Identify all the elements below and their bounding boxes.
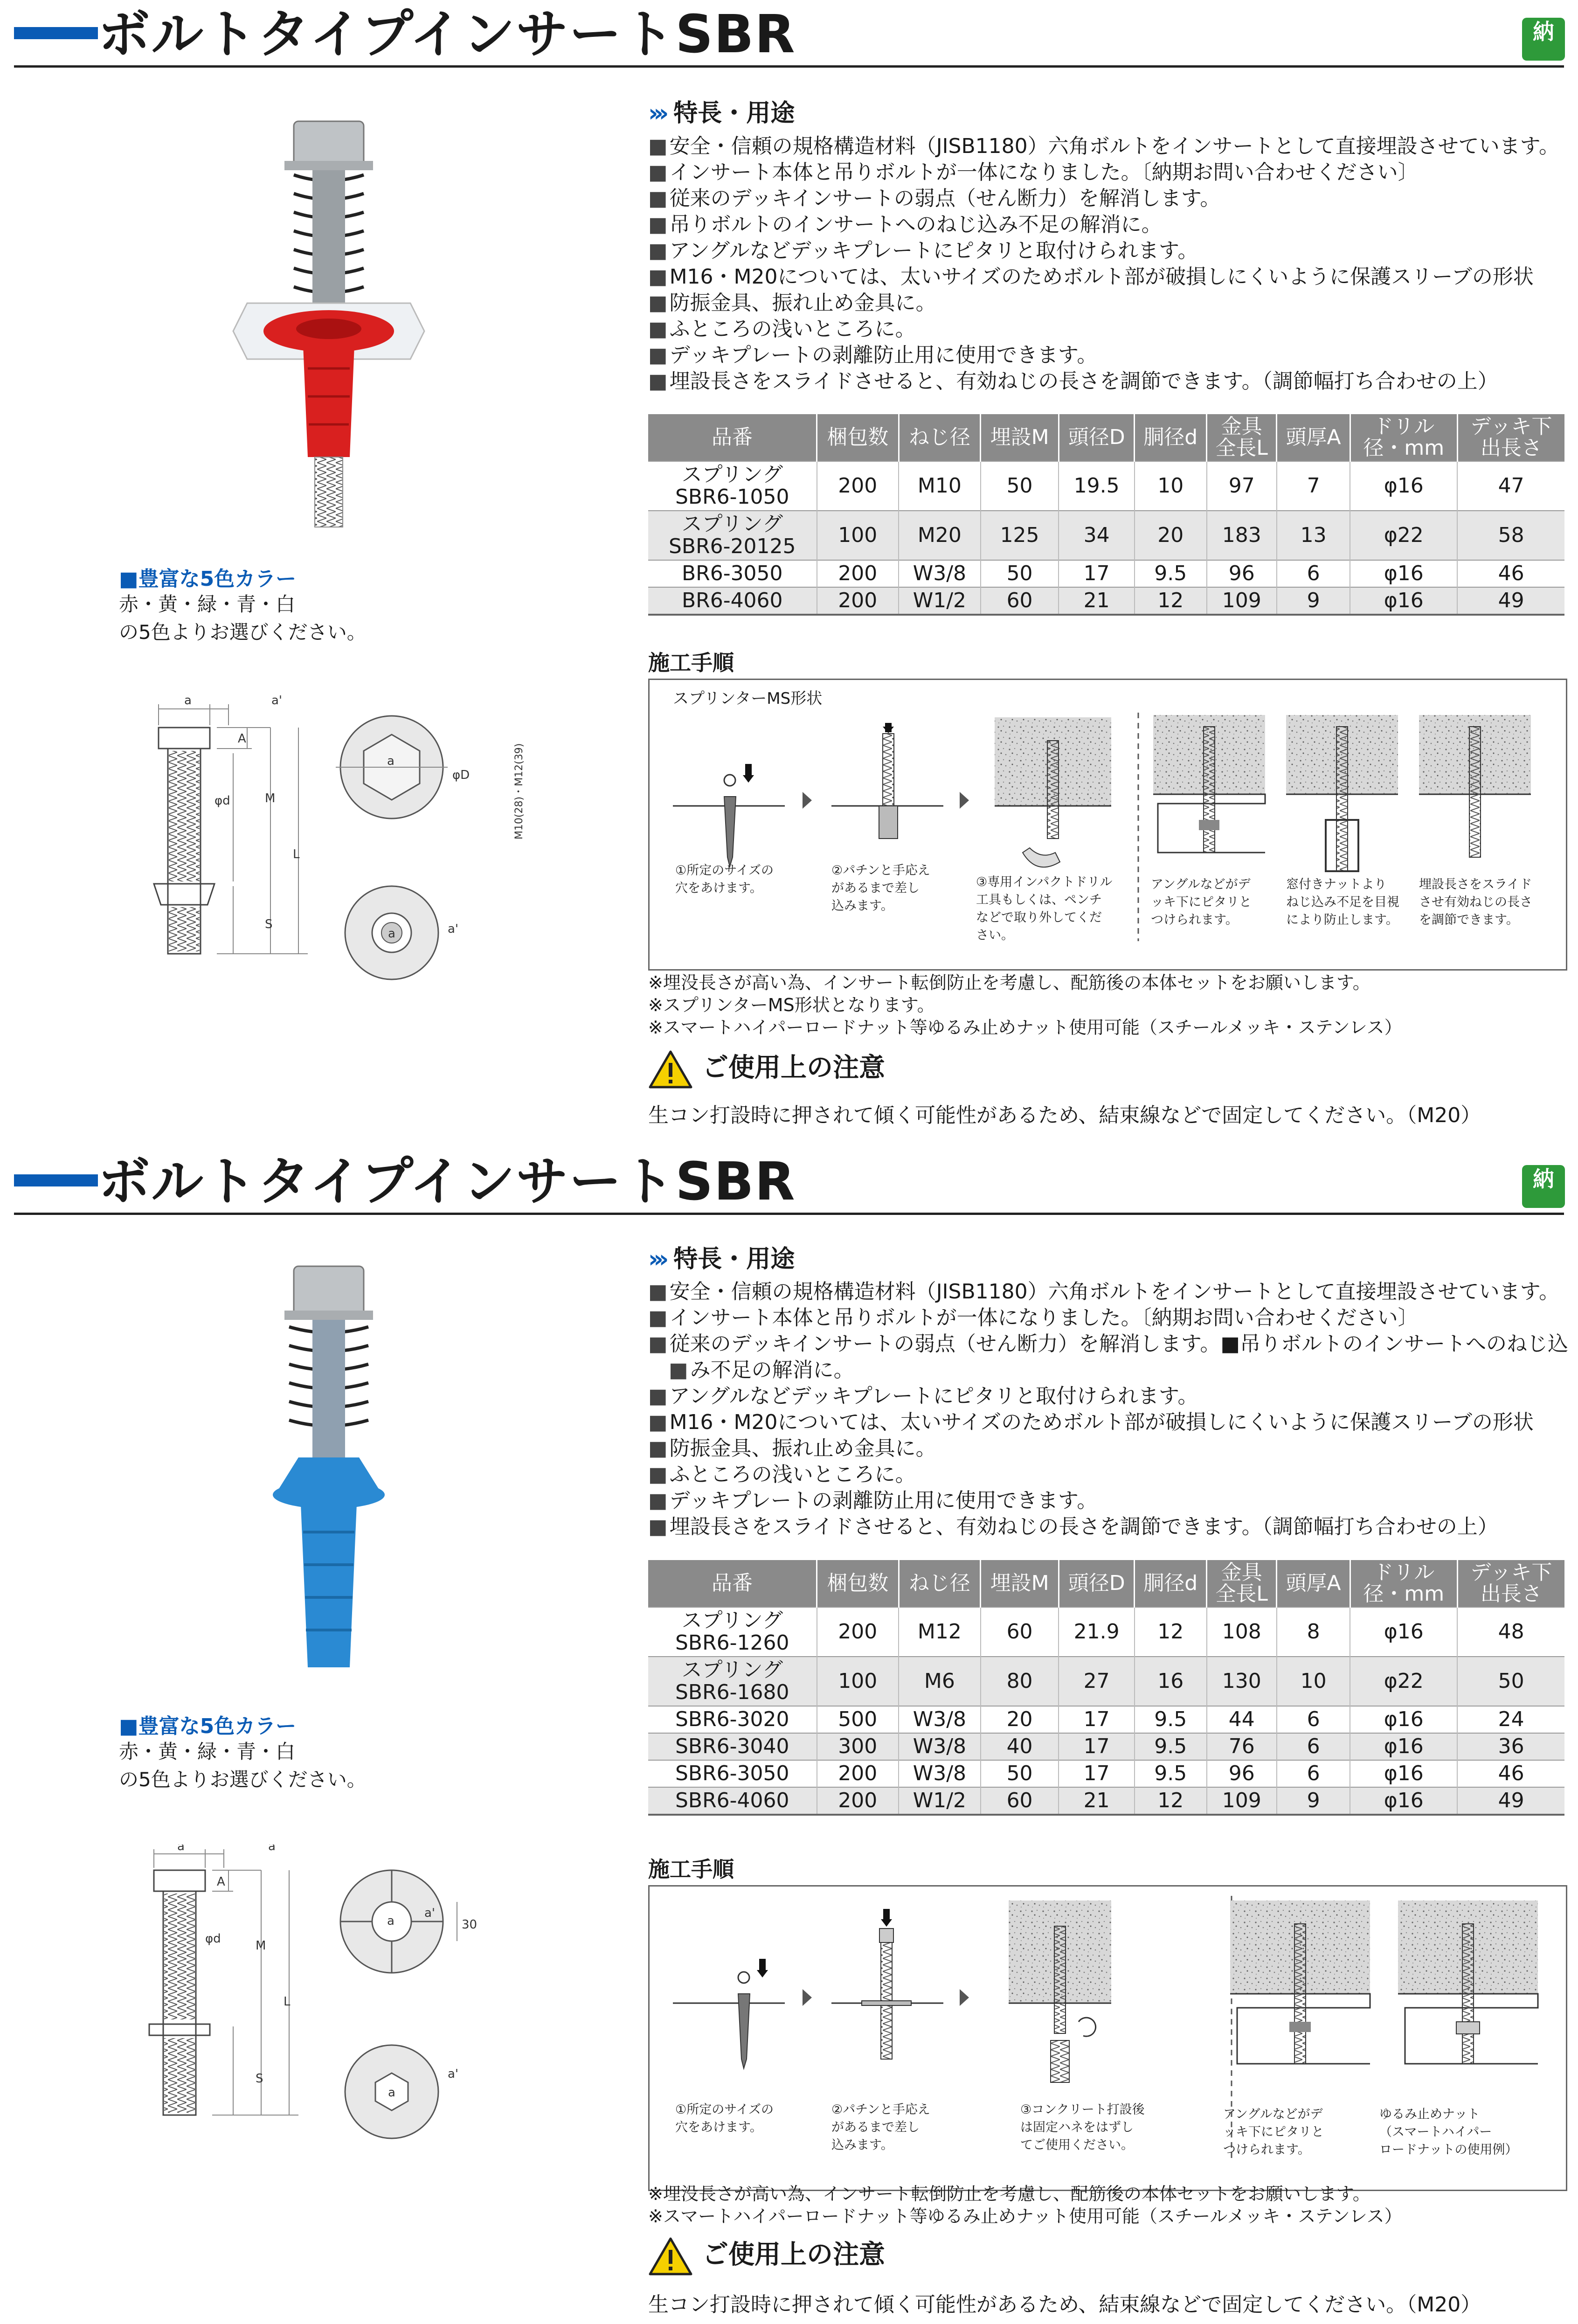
dim-label: a: [388, 927, 395, 941]
table-cell: φ16: [1350, 1760, 1457, 1787]
step4-illustration: [1230, 1901, 1370, 2064]
table-cell: 47: [1457, 461, 1564, 511]
table-cell: スプリング SBR6-1260: [648, 1607, 817, 1657]
dim-label: L: [293, 847, 300, 861]
table-header: ねじ径: [899, 1560, 981, 1607]
table-cell: W3/8: [899, 1706, 981, 1733]
warning-icon: [648, 2237, 693, 2276]
table-header: 頭径D: [1059, 1560, 1134, 1607]
feature-item: ■ 防振金具、振れ止め金具に。: [648, 290, 1562, 316]
note-line: ※スプリンターMS形状となります。: [648, 995, 935, 1015]
color-options-line: 赤・黄・緑・青・白: [119, 1740, 296, 1763]
feature-item: ■ インサート本体と吊りボルトが一体になりました。〔納期お問い合わせください〕: [648, 1305, 1562, 1331]
procedure-label: スプリンターMS形状: [673, 689, 823, 708]
table-cell: 96: [1207, 1760, 1277, 1787]
table-cell: 10: [1135, 461, 1207, 511]
warning-icon: [648, 1050, 693, 1089]
title-accent-bar: [14, 27, 98, 39]
table-cell: 50: [981, 1760, 1059, 1787]
table-header: 梱包数: [817, 1560, 899, 1607]
table-cell: 27: [1059, 1657, 1134, 1706]
caution-text: 生コン打設時に押されて傾く可能性があるため、結束線などで固定してください。（M20）: [648, 1103, 1481, 1127]
table-cell: 9.5: [1135, 1706, 1207, 1733]
table-cell: 6: [1277, 1706, 1350, 1733]
table-cell: 9: [1277, 587, 1350, 615]
table-cell: 50: [981, 560, 1059, 587]
dim-label: a': [268, 1845, 279, 1853]
table-cell: 108: [1207, 1607, 1277, 1657]
table-cell: 7: [1277, 461, 1350, 511]
table-cell: W3/8: [899, 560, 981, 587]
table-cell: 19.5: [1059, 461, 1134, 511]
table-cell: 130: [1207, 1657, 1277, 1706]
spec-table: [648, 1560, 1564, 1816]
table-cell: 125: [981, 511, 1059, 560]
features-list: [648, 133, 1562, 395]
dim-label-side: M10(28)・M12(39): [513, 743, 525, 839]
feature-item: ■ デッキプレートの剥離防止用に使用できます。: [648, 1488, 1562, 1514]
dim-label: φD: [452, 768, 470, 782]
step-caption: ③コンクリート打設後 は固定ハネをはずし てご使用ください。: [1020, 2102, 1145, 2152]
dim-label: S: [265, 917, 273, 931]
dim-label: a: [387, 754, 394, 768]
table-cell: φ16: [1350, 461, 1457, 511]
table-cell: W3/8: [899, 1760, 981, 1787]
table-header: デッキ下 出長さ: [1457, 1560, 1564, 1607]
table-cell: 12: [1135, 587, 1207, 615]
dim-label: a: [184, 694, 192, 708]
table-header: デッキ下 出長さ: [1457, 414, 1564, 461]
step-caption: ①所定のサイズの 穴をあけます。: [675, 2102, 774, 2135]
title-rule: [14, 65, 1564, 68]
dim-label: φd: [215, 794, 230, 808]
color-options-text: [119, 590, 367, 646]
table-cell: SBR6-3050: [648, 1760, 817, 1787]
table-cell: 10: [1277, 1657, 1350, 1706]
color-options-line: の5色よりお選びください。: [119, 621, 367, 644]
table-cell: 17: [1059, 1760, 1134, 1787]
table-cell: 109: [1207, 1787, 1277, 1815]
color-options-line: の5色よりお選びください。: [119, 1768, 367, 1791]
feature-item: ■ ふところの浅いところに。: [648, 1462, 1562, 1488]
dim-label: a': [448, 2067, 459, 2081]
table-header: 品番: [648, 414, 817, 461]
step-caption: アングルなどがデ ッキ下にピタリと つけられます。: [1151, 877, 1252, 927]
feature-item: ■ 安全・信頼の規格構造材料（JISB1180）六角ボルトをインサートとして直接埋設させています。: [648, 1279, 1562, 1305]
table-cell: 109: [1207, 587, 1277, 615]
table-header: 頭厚A: [1277, 414, 1350, 461]
table-row: [648, 1733, 1564, 1760]
step-caption: アングルなどがデ ッキ下にピタリと つけられます。: [1223, 2107, 1324, 2157]
feature-item: ■ アングルなどデッキプレートにピタリと取付けられます。: [648, 1383, 1562, 1409]
table-cell: 8: [1277, 1607, 1350, 1657]
step5-illustration: [1286, 715, 1398, 871]
table-cell: スプリング SBR6-1050: [648, 461, 817, 511]
dim-label: a': [448, 922, 459, 936]
table-cell: 34: [1059, 511, 1134, 560]
table-cell: 44: [1207, 1706, 1277, 1733]
table-cell: φ16: [1350, 1733, 1457, 1760]
table-cell: 97: [1207, 461, 1277, 511]
table-header: 金具 全長L: [1207, 1560, 1277, 1607]
chevron-icon: ›››: [648, 99, 664, 127]
table-cell: 58: [1457, 511, 1564, 560]
table-cell: φ16: [1350, 587, 1457, 615]
table-cell: 12: [1135, 1607, 1207, 1657]
table-row: [648, 1657, 1564, 1706]
color-options-line: 赤・黄・緑・青・白: [119, 593, 296, 616]
table-row: [648, 1787, 1564, 1815]
table-header: ドリル 径・mm: [1350, 414, 1457, 461]
features-list: [648, 1279, 1568, 1540]
dim-label: a: [388, 2086, 395, 2100]
table-cell: φ22: [1350, 511, 1457, 560]
feature-item: ■ M16・M20については、太いサイズのためボルト部が破損しにくいように保護スリーブの形状: [648, 264, 1562, 290]
table-header: 頭径D: [1059, 414, 1134, 461]
table-cell: 100: [817, 511, 899, 560]
table-cell: 200: [817, 1787, 899, 1815]
feature-item: ■ 埋設長さをスライドさせると、有効ねじの長さを調節できます。（調節幅打ち合わせの上）: [648, 368, 1562, 395]
table-cell: W3/8: [899, 1733, 981, 1760]
table-row: [648, 1706, 1564, 1733]
step5-illustration: [1398, 1901, 1538, 2064]
features-heading: ››› 特長・用途: [648, 99, 795, 127]
table-row: [648, 560, 1564, 587]
table-cell: 6: [1277, 1733, 1350, 1760]
procedure-box: [648, 1885, 1567, 2191]
table-header: 品番: [648, 1560, 817, 1607]
table-cell: M10: [899, 461, 981, 511]
step1-illustration: [673, 1959, 785, 2068]
table-header: ねじ径: [899, 414, 981, 461]
features-heading: ››› 特長・用途: [648, 1245, 795, 1273]
table-cell: φ16: [1350, 1706, 1457, 1733]
table-cell: 50: [981, 461, 1059, 511]
table-cell: M20: [899, 511, 981, 560]
table-row: [648, 461, 1564, 511]
table-cell: 49: [1457, 1787, 1564, 1815]
table-cell: 200: [817, 461, 899, 511]
page-title: ボルトタイプインサートSBR: [98, 1152, 796, 1212]
step3-illustration: [995, 717, 1111, 867]
table-cell: φ22: [1350, 1657, 1457, 1706]
table-cell: W1/2: [899, 587, 981, 615]
delivery-badge-icon: 納: [1522, 1165, 1565, 1208]
dim-label: M: [256, 1939, 266, 1953]
table-cell: 80: [981, 1657, 1059, 1706]
table-cell: 46: [1457, 1760, 1564, 1787]
table-cell: 9: [1277, 1787, 1350, 1815]
note-line: ※スマートハイパーロードナット等ゆるみ止めナット使用可能（スチールメッキ・ステンレス）: [648, 1017, 1402, 1038]
step-caption: ゆるみ止めナット （スマートハイパー ロードナットの使用例）: [1379, 2107, 1518, 2157]
table-cell: 300: [817, 1733, 899, 1760]
color-options-heading: ■豊富な5色カラー: [119, 1714, 297, 1738]
step4-illustration: [1153, 715, 1265, 853]
feature-item: ■ アングルなどデッキプレートにピタリと取付けられます。: [648, 238, 1562, 264]
table-cell: BR6-4060: [648, 587, 817, 615]
table-row: [648, 587, 1564, 615]
table-cell: スプリング SBR6-20125: [648, 511, 817, 560]
spec-table: [648, 414, 1564, 616]
table-cell: 40: [981, 1733, 1059, 1760]
table-header: 埋設M: [981, 1560, 1059, 1607]
table-header: ドリル 径・mm: [1350, 1560, 1457, 1607]
feature-item: ■ インサート本体と吊りボルトが一体になりました。〔納期お問い合わせください〕: [648, 160, 1562, 186]
table-cell: 50: [1457, 1657, 1564, 1706]
table-cell: φ16: [1350, 1787, 1457, 1815]
table-header: 胴径d: [1135, 414, 1207, 461]
color-options-text: [119, 1738, 367, 1794]
step-caption: 埋設長さをスライド させ有効ねじの長さ を調節できます。: [1419, 877, 1532, 927]
table-cell: 60: [981, 1607, 1059, 1657]
title-rule: [14, 1213, 1564, 1215]
table-cell: 9.5: [1135, 1733, 1207, 1760]
dim-label: A: [217, 1875, 225, 1889]
table-cell: φ16: [1350, 1607, 1457, 1657]
table-cell: BR6-3050: [648, 560, 817, 587]
step1-illustration: [673, 764, 785, 867]
table-cell: 96: [1207, 560, 1277, 587]
table-cell: 500: [817, 1706, 899, 1733]
table-cell: 17: [1059, 1706, 1134, 1733]
table-cell: 60: [981, 1787, 1059, 1815]
feature-item: ■ 防振金具、振れ止め金具に。: [648, 1436, 1562, 1462]
table-cell: スプリング SBR6-1680: [648, 1657, 817, 1706]
page-title: ボルトタイプインサートSBR: [98, 4, 796, 65]
step2-illustration: [831, 1909, 943, 2059]
step6-illustration: [1419, 715, 1531, 857]
table-cell: SBR6-3040: [648, 1733, 817, 1760]
table-cell: SBR6-3020: [648, 1706, 817, 1733]
table-cell: 12: [1135, 1787, 1207, 1815]
caution-heading: ご使用上の注意: [648, 1047, 885, 1089]
feature-item: ■ 安全・信頼の規格構造材料（JISB1180）六角ボルトをインサートとして直接埋設させています。: [648, 133, 1562, 160]
note-line: ※スマートハイパーロードナット等ゆるみ止めナット使用可能（スチールメッキ・ステンレス）: [648, 2206, 1402, 2227]
table-cell: 46: [1457, 560, 1564, 587]
product-photo-red: [224, 117, 457, 536]
table-cell: M6: [899, 1657, 981, 1706]
table-cell: 76: [1207, 1733, 1277, 1760]
step2-illustration: [831, 723, 943, 839]
table-cell: 17: [1059, 560, 1134, 587]
chevron-icon: ›››: [648, 1245, 664, 1273]
dim-label: A: [238, 732, 246, 746]
dim-label: M: [265, 791, 276, 805]
table-cell: 200: [817, 1760, 899, 1787]
table-cell: 20: [1135, 511, 1207, 560]
step-caption: ②パチンと手応え があるまで差し 込みます。: [831, 2102, 930, 2152]
feature-item: ■ 従来のデッキインサートの弱点（せん断力）を解消します。: [648, 186, 1562, 212]
table-cell: 6: [1277, 560, 1350, 587]
table-cell: M12: [899, 1607, 981, 1657]
dim-label: 30: [462, 1918, 478, 1932]
dim-label: φd: [205, 1932, 221, 1946]
table-cell: φ16: [1350, 560, 1457, 587]
table-cell: 13: [1277, 511, 1350, 560]
dim-label: a': [271, 694, 283, 708]
table-cell: 9.5: [1135, 560, 1207, 587]
table-header: 埋設M: [981, 414, 1059, 461]
note-line: ※埋没長さが高い為、インサート転倒防止を考慮し、配筋後の本体セットをお願いします。: [648, 2184, 1370, 2204]
step-caption: ①所定のサイズの 穴をあけます。: [675, 863, 774, 895]
product-photo-blue: [224, 1262, 457, 1691]
dim-label: a: [177, 1845, 185, 1853]
table-row: [648, 1607, 1564, 1657]
table-header: 胴径d: [1135, 1560, 1207, 1607]
dim-label: S: [256, 2072, 263, 2086]
dimension-drawing: [140, 690, 541, 1007]
color-options-heading: ■豊富な5色カラー: [119, 567, 297, 591]
table-row: [648, 1760, 1564, 1787]
table-header: 頭厚A: [1277, 1560, 1350, 1607]
table-cell: 9.5: [1135, 1760, 1207, 1787]
step3-illustration: [1009, 1901, 1111, 2082]
dim-label: L: [284, 1995, 291, 2009]
table-cell: 200: [817, 560, 899, 587]
feature-item: ■ ふところの浅いところに。: [648, 316, 1562, 342]
table-cell: 60: [981, 587, 1059, 615]
table-cell: 21.9: [1059, 1607, 1134, 1657]
dimension-drawing: [140, 1845, 541, 2162]
feature-item: ■ 従来のデッキインサートの弱点（せん断力）を解消します。■吊りボルトのインサートへのねじ込: [648, 1331, 1562, 1357]
table-cell: 183: [1207, 511, 1277, 560]
step-caption: 窓付きナットより ねじ込み不足を目視 により防止します。: [1286, 877, 1399, 927]
table-header: 金具 全長L: [1207, 414, 1277, 461]
table-cell: 21: [1059, 587, 1134, 615]
table-cell: 21: [1059, 1787, 1134, 1815]
procedure-heading: 施工手順: [648, 1857, 734, 1882]
note-line: ※埋没長さが高い為、インサート転倒防止を考慮し、配筋後の本体セットをお願いします。: [648, 972, 1370, 993]
dim-label: a': [424, 1906, 436, 1920]
title-accent-bar: [14, 1174, 98, 1186]
feature-item: ■ デッキプレートの剥離防止用に使用できます。: [648, 342, 1562, 368]
table-row: [648, 511, 1564, 560]
table-cell: 100: [817, 1657, 899, 1706]
table-cell: 20: [981, 1706, 1059, 1733]
delivery-badge-icon: 納: [1522, 18, 1565, 61]
table-cell: 200: [817, 587, 899, 615]
step-caption: ③専用インパクトドリル 工具もしくは、ペンチ などで取り外してくだ さい。: [976, 875, 1113, 943]
table-header: 梱包数: [817, 414, 899, 461]
table-cell: 49: [1457, 587, 1564, 615]
procedure-heading: 施工手順: [648, 650, 734, 675]
caution-heading: ご使用上の注意: [648, 2234, 885, 2276]
table-cell: 6: [1277, 1760, 1350, 1787]
table-cell: SBR6-4060: [648, 1787, 817, 1815]
table-cell: 24: [1457, 1706, 1564, 1733]
caution-text: 生コン打設時に押されて傾く可能性があるため、結束線などで固定してください。（M20）: [648, 2293, 1481, 2317]
feature-item: ■ 埋設長さをスライドさせると、有効ねじの長さを調節できます。（調節幅打ち合わせの上）: [648, 1514, 1562, 1540]
table-cell: W1/2: [899, 1787, 981, 1815]
feature-item: ■ M16・M20については、太いサイズのためボルト部が破損しにくいように保護スリーブの形状: [648, 1409, 1562, 1436]
table-cell: 16: [1135, 1657, 1207, 1706]
step-caption: ②パチンと手応え があるまで差し 込みます。: [831, 863, 930, 913]
feature-item: ■ み不足の解消に。: [648, 1357, 1562, 1383]
table-cell: 36: [1457, 1733, 1564, 1760]
table-cell: 48: [1457, 1607, 1564, 1657]
dim-label: a: [387, 1914, 394, 1928]
table-cell: 17: [1059, 1733, 1134, 1760]
table-cell: 200: [817, 1607, 899, 1657]
procedure-box: [648, 679, 1567, 971]
feature-item: ■ 吊りボルトのインサートへのねじ込み不足の解消に。: [648, 212, 1562, 238]
